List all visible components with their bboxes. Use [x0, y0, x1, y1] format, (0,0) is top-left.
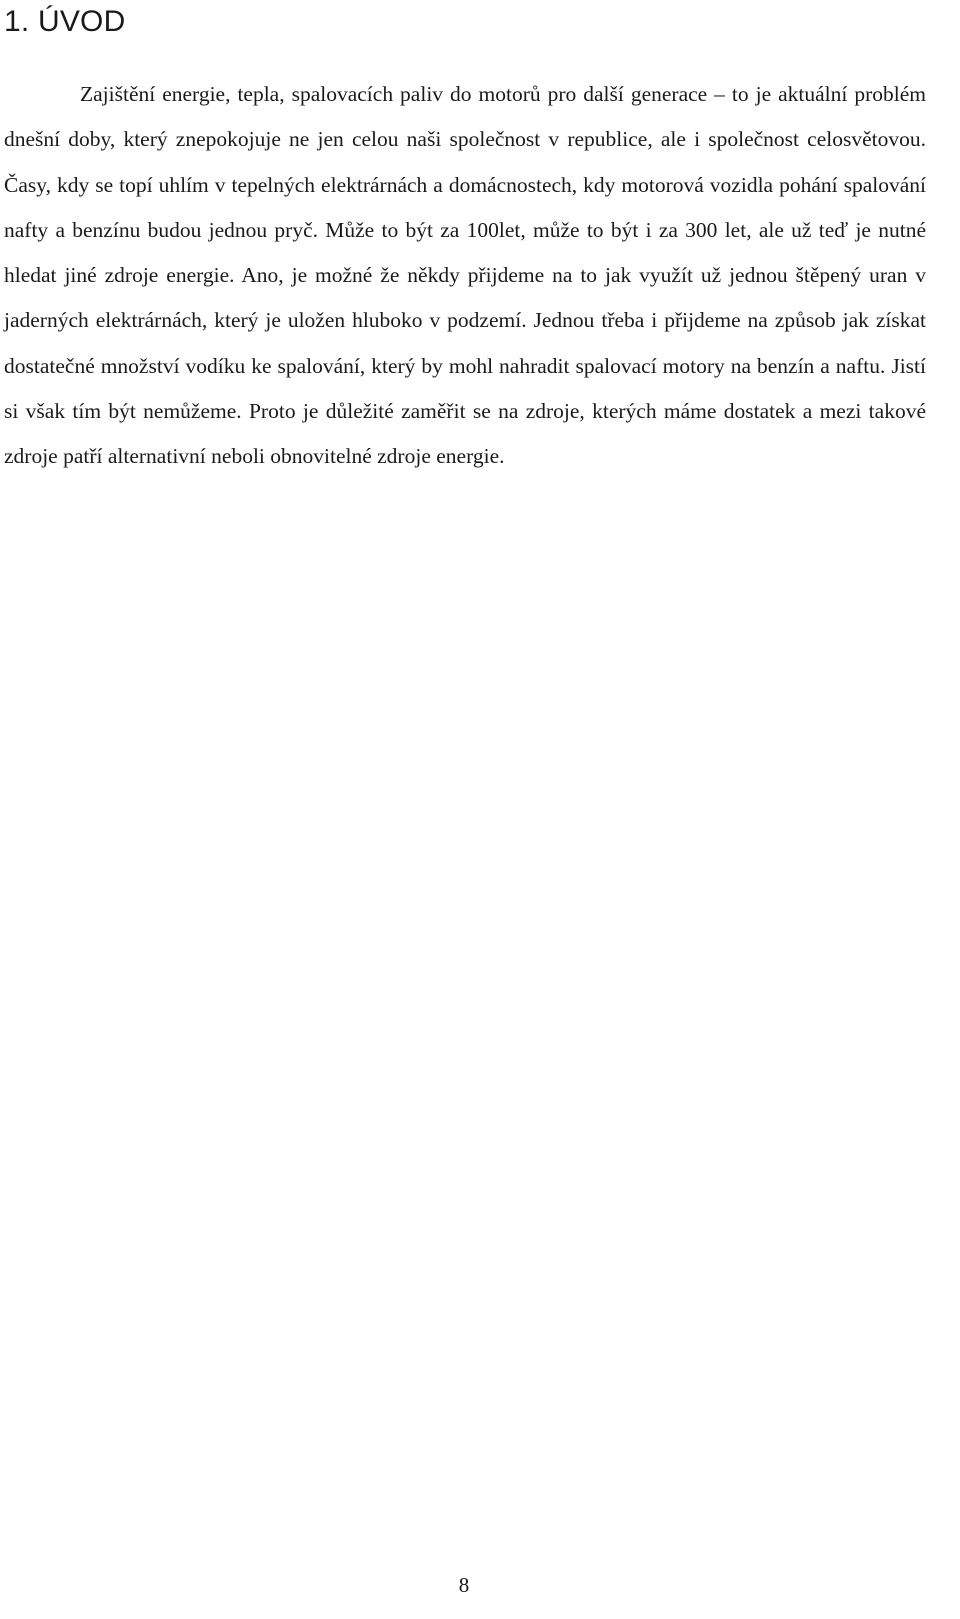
page-number: 8: [458, 1573, 470, 1597]
chapter-heading: 1. ÚVOD: [4, 5, 126, 38]
introduction-paragraph: Zajištění energie, tepla, spalovacích paliv do motorů pro další generace – to je aktuální problém dnešní doby, který znepokojuje ne jen celou naši společnost v republice, ale i společnost celosvětovou. Časy, kdy se topí uhlím v tepelných elektrárnách a domácnostech, kdy motorová vozidla pohání spalování nafty a benzínu budou jednou pryč. Může to být za 100let, může to být i za 300 let, ale už teď je nutné hledat jiné zdroje energie. Ano, je možné že někdy přijdeme na to jak využít už jednou štěpený uran v jaderných elektrárnách, který je uložen hluboko v podzemí. Jednou třeba i přijdeme na způsob jak získat dostatečné množství vodíku ke spalování, který by mohl nahradit spalovací motory na benzín a naftu. Jistí si však tím být nemůžeme. Proto je důležité zaměřit se na zdroje, kterých máme dostatek a mezi takové zdroje patří alternativní neboli obnovitelné zdroje energie.: [4, 82, 926, 469]
